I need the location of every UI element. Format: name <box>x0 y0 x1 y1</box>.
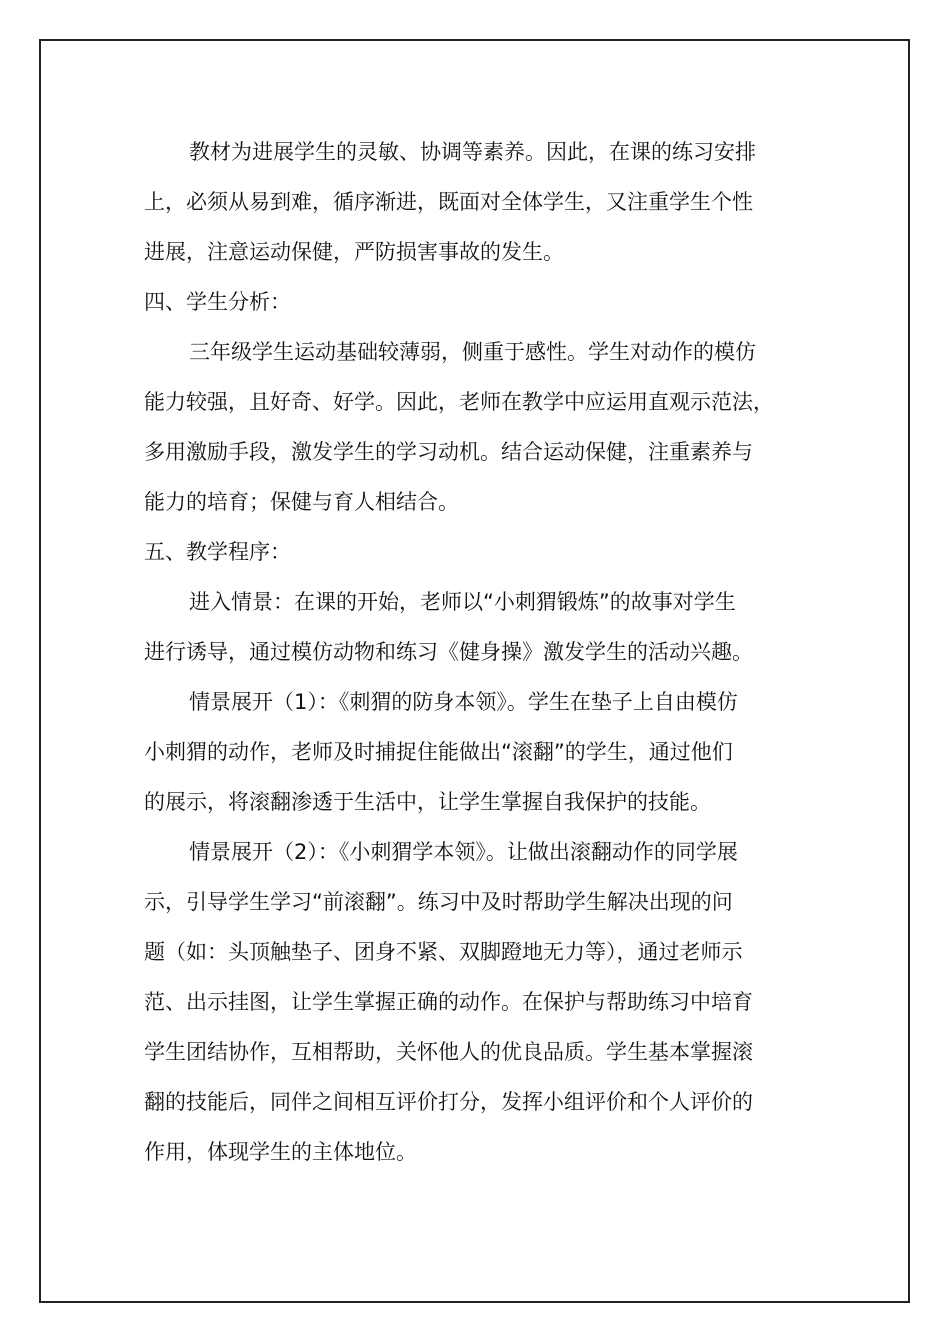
paragraph-line: 三年级学生运动基础较薄弱，侧重于感性。学生对动作的模仿 <box>189 340 756 364</box>
paragraph-line: 上，必须从易到难，循序渐进，既面对全体学生，又注重学生个性 <box>144 190 753 214</box>
paragraph-line: 的展示，将滚翻渗透于生活中，让学生掌握自我保护的技能。 <box>144 790 711 814</box>
paragraph-line: 教材为进展学生的灵敏、协调等素养。因此，在课的练习安排 <box>189 140 756 164</box>
paragraph-line: 多用激励手段，激发学生的学习动机。结合运动保健，注重素养与 <box>144 440 753 464</box>
paragraph-line: 能力较强，且好奇、好学。因此，老师在教学中应运用直观示范法， <box>144 390 774 414</box>
paragraph-line: 作用，体现学生的主体地位。 <box>144 1140 417 1164</box>
paragraph-line: 学生团结协作，互相帮助，关怀他人的优良品质。学生基本掌握滚 <box>144 1040 753 1064</box>
paragraph-line: 情景展开（1）：《刺猬的防身本领》。学生在垫子上自由模仿 <box>189 690 738 714</box>
paragraph-line: 进展，注意运动保健，严防损害事故的发生。 <box>144 240 564 264</box>
paragraph-line: 翻的技能后，同伴之间相互评价打分，发挥小组评价和个人评价的 <box>144 1090 753 1114</box>
paragraph-line: 情景展开（2）：《小刺猬学本领》。让做出滚翻动作的同学展 <box>189 840 738 864</box>
paragraph-line: 进行诱导，通过模仿动物和练习《健身操》激发学生的活动兴趣。 <box>144 640 753 664</box>
section-heading: 四、学生分析： <box>144 290 291 314</box>
paragraph-line: 示，引导学生学习“前滚翻”。练习中及时帮助学生解决出现的问 <box>144 890 733 914</box>
paragraph-line: 范、出示挂图，让学生掌握正确的动作。在保护与帮助练习中培育 <box>144 990 753 1014</box>
paragraph-line: 小刺猬的动作，老师及时捕捉住能做出“滚翻”的学生，通过他们 <box>144 740 733 764</box>
paragraph-line: 进入情景：在课的开始，老师以“小刺猬锻炼”的故事对学生 <box>189 590 736 614</box>
paragraph-line: 能力的培育；保健与育人相结合。 <box>144 490 459 514</box>
paragraph-line: 题（如：头顶触垫子、团身不紧、双脚蹬地无力等），通过老师示 <box>144 940 743 964</box>
section-heading: 五、教学程序： <box>144 540 291 564</box>
